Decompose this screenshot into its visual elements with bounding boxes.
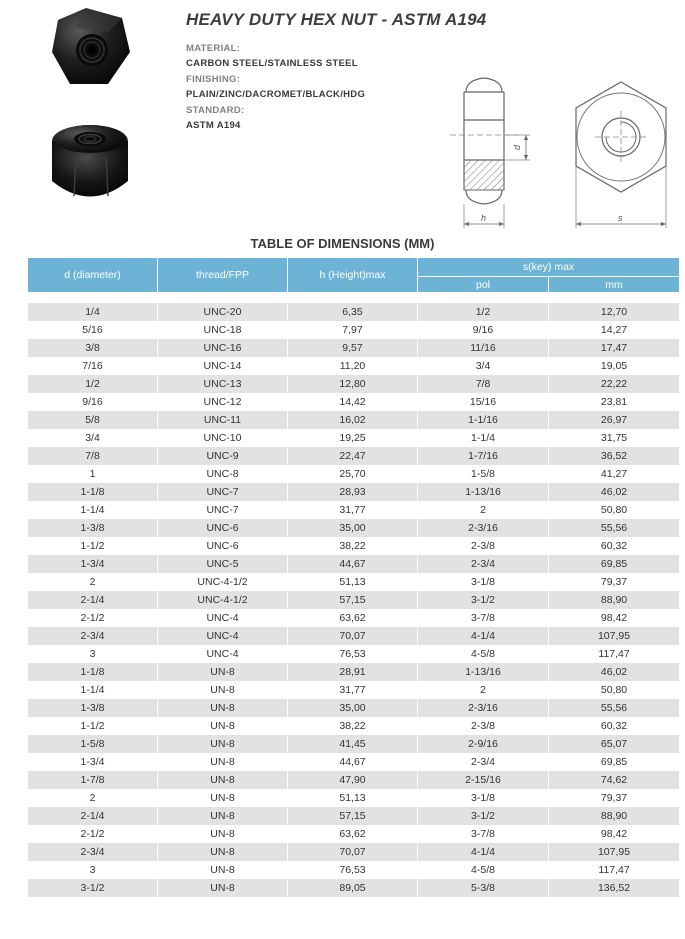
cell-key-mm: 60,32 [549,717,680,735]
table-row [28,753,680,771]
cell-diameter: 2-1/4 [28,591,158,609]
cell-key-pol: 2-9/16 [418,735,549,753]
cell-height: 76,53 [288,861,418,879]
cell-key-pol: 9/16 [418,321,549,339]
cell-thread: UNC-6 [158,537,288,555]
cell-thread: UN-8 [158,717,288,735]
cell-key-mm: 117,47 [549,861,680,879]
cell-diameter: 1-1/2 [28,537,158,555]
cell-thread: UN-8 [158,789,288,807]
cell-thread: UNC-5 [158,555,288,573]
table-row [28,357,680,375]
cell-key-pol: 1-13/16 [418,483,549,501]
cell-height: 6,35 [288,303,418,321]
cell-thread: UNC-4 [158,627,288,645]
cell-thread: UN-8 [158,663,288,681]
cell-key-pol: 7/8 [418,375,549,393]
cell-height: 70,07 [288,627,418,645]
cell-key-mm: 14,27 [549,321,680,339]
cell-height: 38,22 [288,537,418,555]
header-thread: thread/FPP [158,258,288,293]
cell-height: 28,91 [288,663,418,681]
cell-key-pol: 3-1/2 [418,807,549,825]
cell-thread: UN-8 [158,771,288,789]
cell-diameter: 1/2 [28,375,158,393]
cell-thread: UNC-18 [158,321,288,339]
cell-diameter: 3-1/2 [28,879,158,897]
cell-key-mm: 98,42 [549,609,680,627]
cell-key-mm: 50,80 [549,501,680,519]
hex-nut-top-photo [52,8,130,84]
cell-key-mm: 107,95 [549,843,680,861]
cell-key-mm: 19,05 [549,357,680,375]
cell-thread: UNC-4-1/2 [158,573,288,591]
page-title: HEAVY DUTY HEX NUT - ASTM A194 [186,10,487,29]
cell-diameter: 1-7/8 [28,771,158,789]
cell-key-pol: 2-3/16 [418,699,549,717]
front-view-diagram [565,70,677,230]
cell-thread: UN-8 [158,861,288,879]
cell-height: 7,97 [288,321,418,339]
cell-thread: UNC-14 [158,357,288,375]
cell-key-mm: 12,70 [549,303,680,321]
cell-key-pol: 2-3/16 [418,519,549,537]
cell-height: 63,62 [288,609,418,627]
finishing-label: FINISHING: [186,74,241,85]
table-row [28,789,680,807]
cell-key-pol: 1-1/4 [418,429,549,447]
cell-height: 35,00 [288,519,418,537]
cell-height: 51,13 [288,573,418,591]
cell-key-pol: 4-5/8 [418,861,549,879]
cell-height: 11,20 [288,357,418,375]
table-row [28,573,680,591]
cell-height: 19,25 [288,429,418,447]
cell-thread: UNC-4 [158,609,288,627]
cell-diameter: 2-1/4 [28,807,158,825]
cell-key-mm: 98,42 [549,825,680,843]
cell-key-mm: 50,80 [549,681,680,699]
table-row [28,609,680,627]
cell-diameter: 1-5/8 [28,735,158,753]
table-title: TABLE OF DIMENSIONS (MM) [250,236,435,251]
cell-diameter: 1-1/8 [28,663,158,681]
cell-diameter: 5/8 [28,411,158,429]
cell-thread: UN-8 [158,735,288,753]
table-body [28,293,680,898]
cell-key-pol: 1-1/16 [418,411,549,429]
cell-thread: UN-8 [158,807,288,825]
cell-height: 57,15 [288,591,418,609]
cell-key-pol: 3-7/8 [418,609,549,627]
cell-key-pol: 4-1/4 [418,843,549,861]
cell-key-mm: 55,56 [549,519,680,537]
cell-diameter: 1/4 [28,303,158,321]
table-row [28,879,680,897]
cell-key-mm: 22,22 [549,375,680,393]
cell-key-pol: 2-3/8 [418,717,549,735]
diagram-label-h: h [481,213,487,223]
table-row [28,645,680,663]
cell-height: 31,77 [288,501,418,519]
cell-key-pol: 2-3/4 [418,555,549,573]
cell-thread: UN-8 [158,681,288,699]
cell-height: 9,57 [288,339,418,357]
cell-key-mm: 26,97 [549,411,680,429]
cell-height: 31,77 [288,681,418,699]
cell-diameter: 2-1/2 [28,609,158,627]
side-view-diagram [448,70,534,230]
cell-height: 47,90 [288,771,418,789]
cell-key-pol: 1-5/8 [418,465,549,483]
table-row [28,861,680,879]
material-label: MATERIAL: [186,43,241,54]
cell-height: 22,47 [288,447,418,465]
cell-key-mm: 88,90 [549,591,680,609]
cell-thread: UN-8 [158,753,288,771]
cell-diameter: 1-1/2 [28,717,158,735]
cell-diameter: 1-3/4 [28,555,158,573]
cell-key-pol: 2 [418,501,549,519]
cell-key-pol: 3-1/8 [418,789,549,807]
cell-diameter: 1-3/8 [28,519,158,537]
table-row [28,501,680,519]
cell-height: 38,22 [288,717,418,735]
table-row [28,519,680,537]
cell-key-mm: 69,85 [549,753,680,771]
cell-key-mm: 17,47 [549,339,680,357]
cell-height: 35,00 [288,699,418,717]
cell-key-mm: 36,52 [549,447,680,465]
cell-key-pol: 4-1/4 [418,627,549,645]
cell-key-mm: 88,90 [549,807,680,825]
table-row [28,447,680,465]
header-height: h (Height)max [288,258,418,293]
product-photo [48,6,132,206]
cell-key-mm: 23,81 [549,393,680,411]
table-row [28,483,680,501]
cell-height: 57,15 [288,807,418,825]
cell-key-mm: 107,95 [549,627,680,645]
dimensions-table [27,257,680,897]
cell-thread: UNC-12 [158,393,288,411]
table-row [28,735,680,753]
cell-diameter: 2-3/4 [28,843,158,861]
table-row [28,591,680,609]
cell-diameter: 3 [28,861,158,879]
table-row [28,681,680,699]
table-row [28,339,680,357]
table-row [28,555,680,573]
cell-key-pol: 3-7/8 [418,825,549,843]
cell-key-pol: 15/16 [418,393,549,411]
cell-diameter: 2-3/4 [28,627,158,645]
cell-height: 63,62 [288,825,418,843]
diagram-label-d: d [512,144,522,150]
table-row [28,825,680,843]
table-row [28,663,680,681]
cell-diameter: 3 [28,645,158,663]
cell-thread: UNC-20 [158,303,288,321]
cell-diameter: 2-1/2 [28,825,158,843]
cell-key-mm: 46,02 [549,483,680,501]
cell-key-mm: 79,37 [549,789,680,807]
diagram-label-s: s [618,213,623,223]
cell-height: 12,80 [288,375,418,393]
table-row [28,465,680,483]
cell-thread: UNC-7 [158,483,288,501]
cell-diameter: 3/8 [28,339,158,357]
cell-key-mm: 60,32 [549,537,680,555]
cell-thread: UN-8 [158,879,288,897]
cell-key-mm: 46,02 [549,663,680,681]
cell-key-mm: 74,62 [549,771,680,789]
cell-diameter: 2 [28,789,158,807]
cell-height: 51,13 [288,789,418,807]
cell-key-mm: 65,07 [549,735,680,753]
cell-diameter: 2 [28,573,158,591]
cell-diameter: 1-3/4 [28,753,158,771]
header-pol: pol [418,277,549,293]
cell-diameter: 7/16 [28,357,158,375]
cell-key-pol: 2-3/4 [418,753,549,771]
cell-thread: UNC-6 [158,519,288,537]
table-row [28,843,680,861]
cell-key-pol: 1/2 [418,303,549,321]
standard-value: ASTM A194 [186,120,241,131]
cell-thread: UNC-9 [158,447,288,465]
cell-diameter: 1-1/4 [28,681,158,699]
table-row [28,627,680,645]
cell-diameter: 9/16 [28,393,158,411]
table-row [28,375,680,393]
cell-key-mm: 55,56 [549,699,680,717]
cell-key-mm: 136,52 [549,879,680,897]
cell-key-pol: 5-3/8 [418,879,549,897]
table-row [28,429,680,447]
cell-height: 25,70 [288,465,418,483]
cell-key-pol: 3-1/8 [418,573,549,591]
cell-thread: UN-8 [158,699,288,717]
table-row [28,717,680,735]
cell-key-pol: 4-5/8 [418,645,549,663]
table-row [28,321,680,339]
cell-key-mm: 31,75 [549,429,680,447]
table-row [28,393,680,411]
table-row [28,699,680,717]
table-row [28,807,680,825]
cell-thread: UNC-4 [158,645,288,663]
standard-label: STANDARD: [186,105,245,116]
cell-thread: UNC-8 [158,465,288,483]
cell-key-pol: 1-7/16 [418,447,549,465]
cell-height: 89,05 [288,879,418,897]
cell-key-mm: 79,37 [549,573,680,591]
cell-diameter: 1-3/8 [28,699,158,717]
cell-height: 14,42 [288,393,418,411]
cell-thread: UNC-13 [158,375,288,393]
cell-diameter: 1-1/4 [28,501,158,519]
hex-nut-bottom-photo [52,125,128,197]
table-row [28,771,680,789]
table-row [28,411,680,429]
cell-key-pol: 1-13/16 [418,663,549,681]
cell-thread: UNC-7 [158,501,288,519]
cell-height: 16,02 [288,411,418,429]
table-row [28,537,680,555]
cell-key-pol: 3/4 [418,357,549,375]
header-diameter: d (diameter) [28,258,158,293]
cell-diameter: 1-1/8 [28,483,158,501]
cell-thread: UNC-16 [158,339,288,357]
header-key: s(key) max [418,258,680,277]
cell-key-pol: 2-15/16 [418,771,549,789]
cell-thread: UNC-11 [158,411,288,429]
cell-key-mm: 69,85 [549,555,680,573]
cell-key-pol: 3-1/2 [418,591,549,609]
cell-key-pol: 2 [418,681,549,699]
cell-height: 76,53 [288,645,418,663]
material-value: CARBON STEEL/STAINLESS STEEL [186,58,358,69]
cell-height: 41,45 [288,735,418,753]
cell-key-mm: 41,27 [549,465,680,483]
cell-height: 44,67 [288,555,418,573]
cell-key-mm: 117,47 [549,645,680,663]
cell-diameter: 1 [28,465,158,483]
header-mm: mm [549,277,680,293]
cell-thread: UN-8 [158,843,288,861]
cell-thread: UN-8 [158,825,288,843]
finishing-value: PLAIN/ZINC/DACROMET/BLACK/HDG [186,89,366,100]
cell-thread: UNC-4-1/2 [158,591,288,609]
cell-thread: UNC-10 [158,429,288,447]
cell-height: 28,93 [288,483,418,501]
cell-key-pol: 2-3/8 [418,537,549,555]
cell-diameter: 5/16 [28,321,158,339]
cell-height: 70,07 [288,843,418,861]
table-row [28,303,680,321]
cell-diameter: 3/4 [28,429,158,447]
cell-key-pol: 11/16 [418,339,549,357]
cell-diameter: 7/8 [28,447,158,465]
cell-height: 44,67 [288,753,418,771]
